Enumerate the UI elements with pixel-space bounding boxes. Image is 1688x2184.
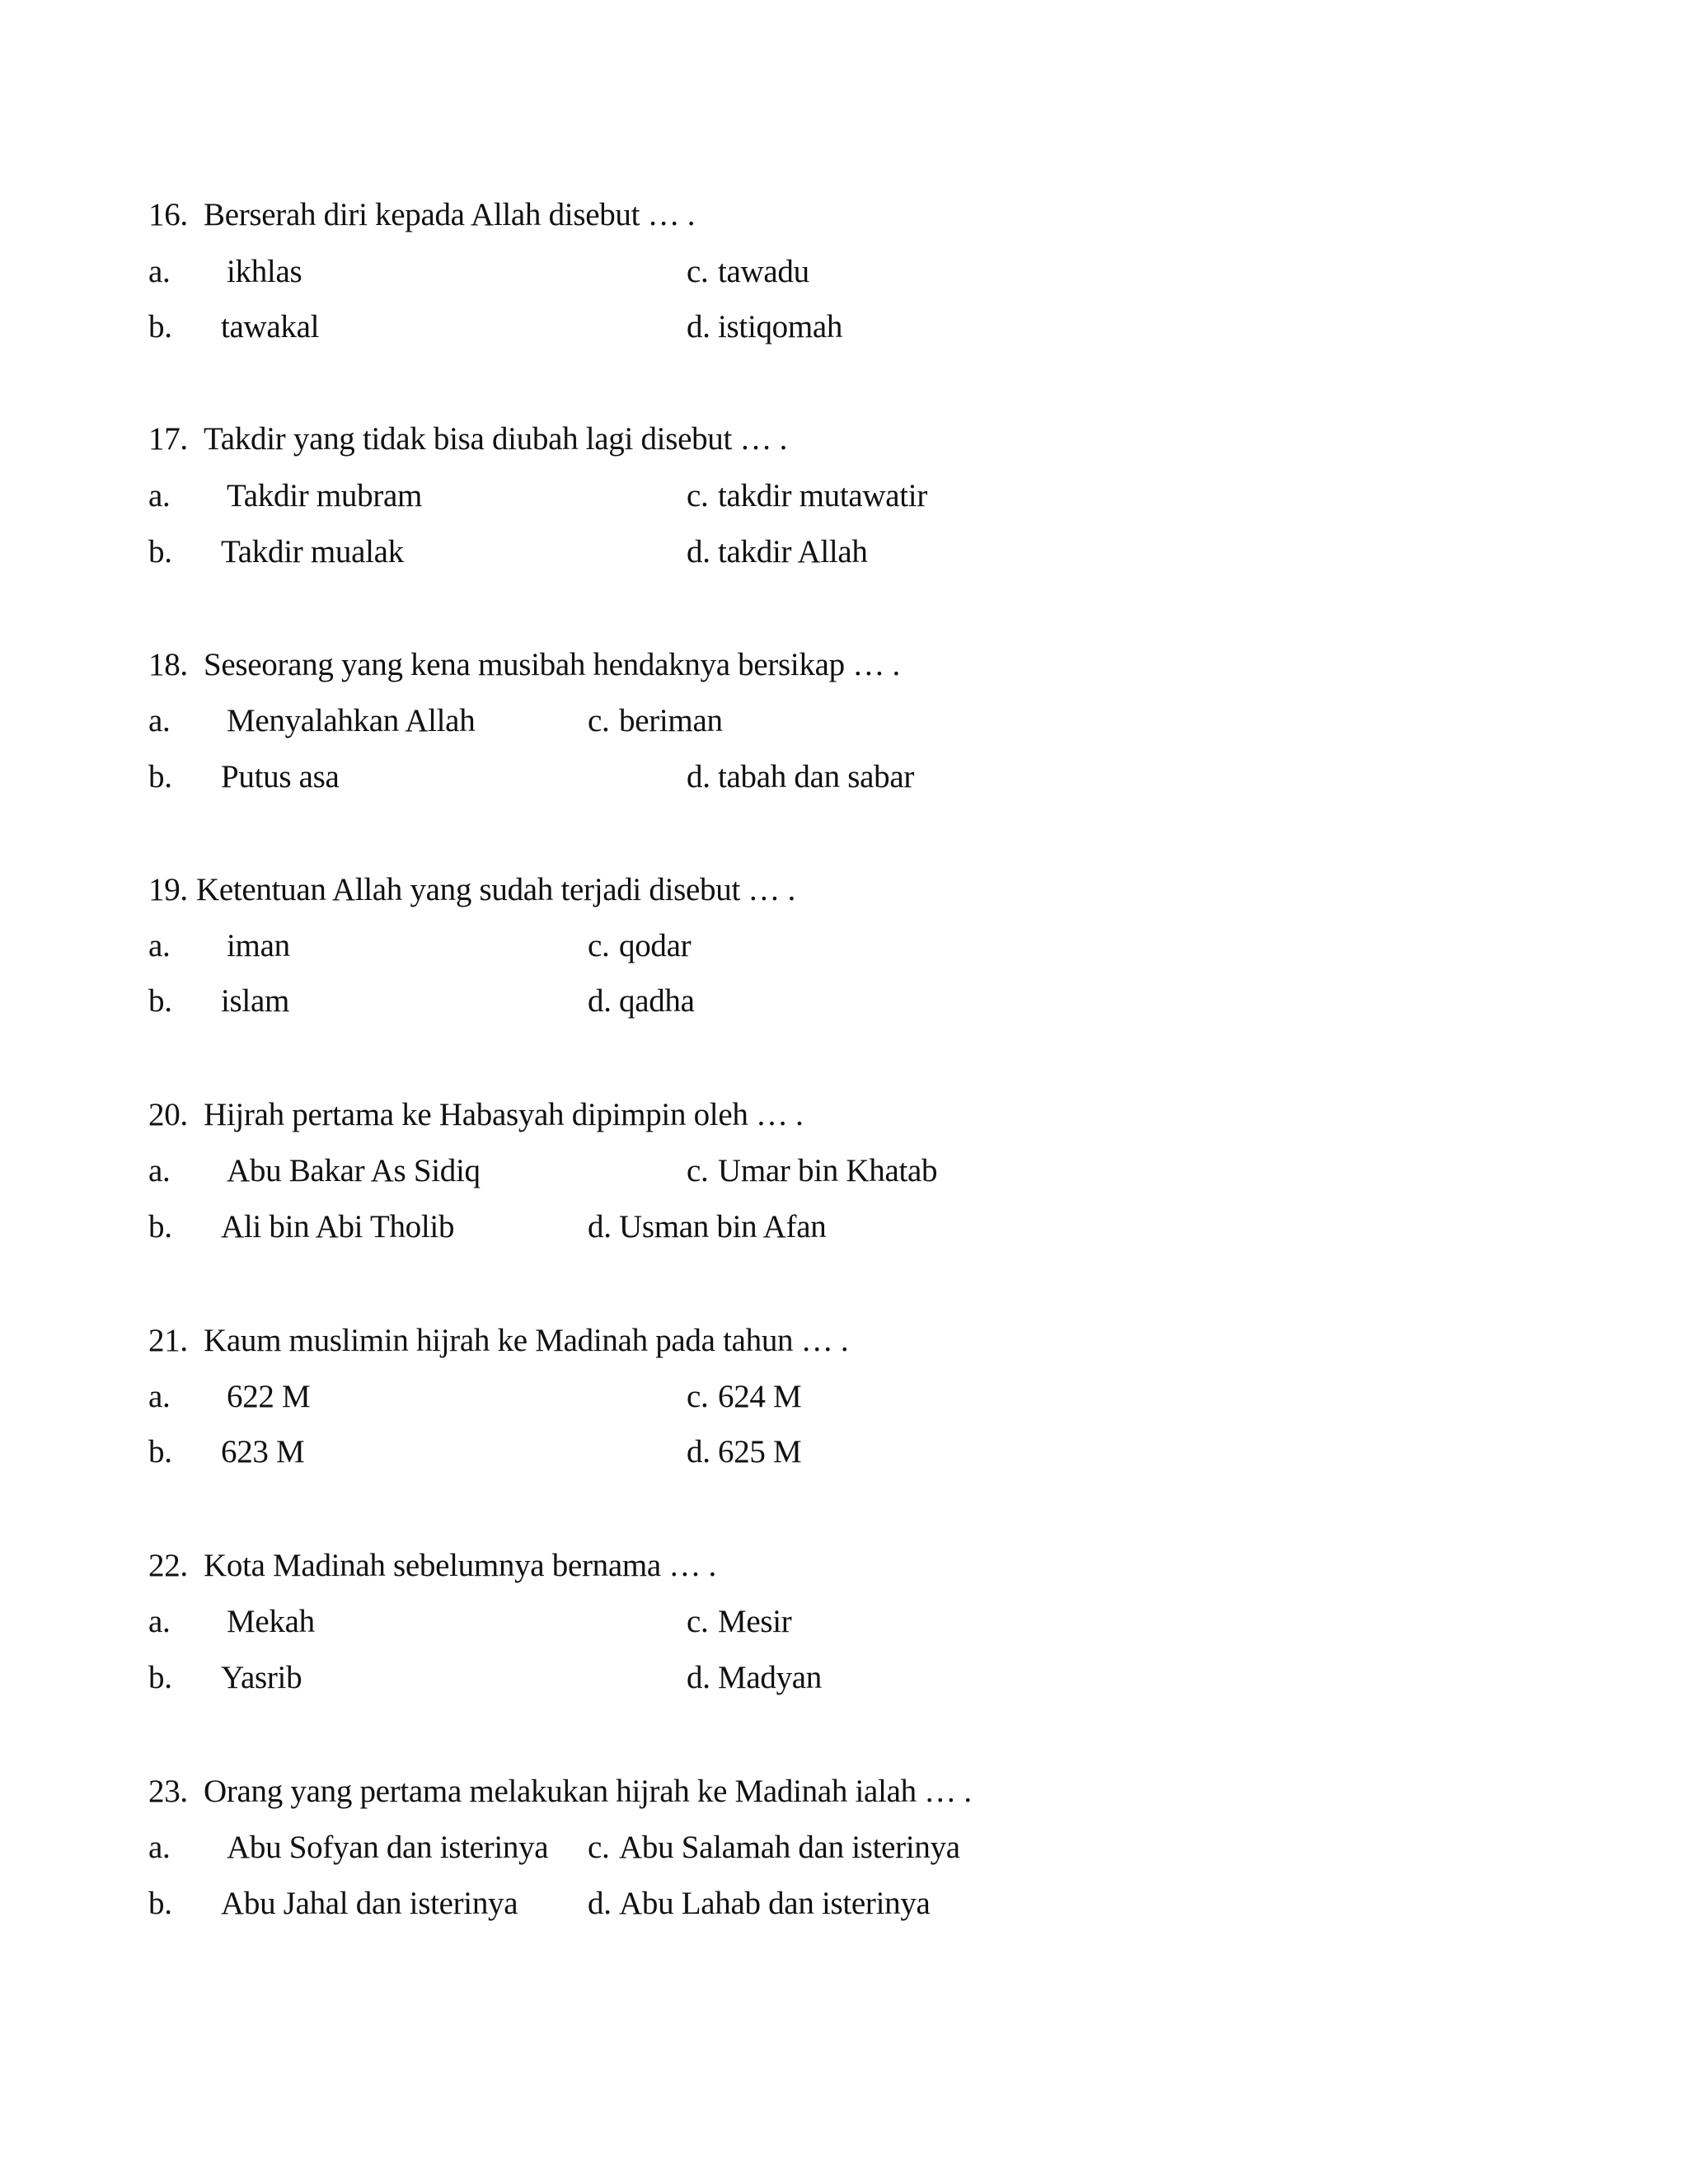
q18-option-a-letter: a. (148, 703, 171, 738)
q17-option-a-letter: a. (148, 478, 171, 513)
q23-option-c-letter: c. (588, 1830, 610, 1865)
q20-option-a-text: Abu Bakar As Sidiq (227, 1153, 481, 1188)
q21-option-a-text: 622 M (227, 1379, 311, 1414)
q18-option-d-text: tabah dan sabar (718, 759, 915, 794)
q23-option-a-text: Abu Sofyan dan isterinya (227, 1830, 549, 1865)
q21-option-b-letter: b. (148, 1434, 172, 1469)
question-18-number: 18. (148, 647, 188, 682)
q19-option-c-letter: c. (588, 928, 610, 963)
q16-option-b-text: tawakal (221, 309, 320, 344)
q20-option-b-text: Ali bin Abi Tholib (221, 1209, 455, 1244)
q19-option-d-letter: d. (588, 983, 612, 1019)
q21-option-b-text: 623 M (221, 1434, 305, 1469)
q17-option-d-letter: d. (687, 534, 710, 569)
q18-option-b-letter: b. (148, 759, 172, 794)
q18-option-d-letter: d. (687, 759, 710, 794)
question-22-number: 22. (148, 1548, 188, 1583)
q21-option-d-text: 625 M (718, 1434, 802, 1469)
q16-option-a-text: ikhlas (227, 254, 302, 289)
q19-option-a-letter: a. (148, 928, 171, 963)
q16-option-a-letter: a. (148, 254, 171, 289)
question-19-number: 19. (148, 872, 188, 907)
q17-option-c-letter: c. (687, 478, 709, 513)
question-20-number: 20. (148, 1097, 188, 1132)
q21-option-c-text: 624 M (718, 1379, 802, 1414)
question-21-text: Kaum muslimin hijrah ke Madinah pada tahun … . (204, 1323, 849, 1358)
question-22-text: Kota Madinah sebelumnya bernama … . (204, 1548, 716, 1583)
q22-option-d-letter: d. (687, 1660, 710, 1695)
q20-option-c-letter: c. (687, 1153, 709, 1188)
question-23-number: 23. (148, 1774, 188, 1809)
q19-option-d-text: qadha (619, 983, 695, 1019)
question-21-number: 21. (148, 1323, 188, 1358)
q20-option-a-letter: a. (148, 1153, 171, 1188)
q20-option-d-text: Usman bin Afan (619, 1209, 827, 1244)
q19-option-a-text: iman (227, 928, 290, 963)
q18-option-b-text: Putus asa (221, 759, 340, 794)
q23-option-d-letter: d. (588, 1886, 612, 1921)
q17-option-d-text: takdir Allah (718, 534, 868, 569)
q18-option-c-text: beriman (619, 703, 723, 738)
question-23-text: Orang yang pertama melakukan hijrah ke Madinah ialah … . (204, 1774, 972, 1809)
question-17-number: 17. (148, 421, 188, 457)
q18-option-c-letter: c. (588, 703, 610, 738)
q22-option-a-letter: a. (148, 1604, 171, 1639)
q23-option-b-letter: b. (148, 1886, 172, 1921)
question-16-number: 16. (148, 197, 188, 232)
q23-option-a-letter: a. (148, 1830, 171, 1865)
q16-option-c-letter: c. (687, 254, 709, 289)
q23-option-d-text: Abu Lahab dan isterinya (619, 1886, 931, 1921)
q23-option-b-text: Abu Jahal dan isterinya (221, 1886, 518, 1921)
question-17-text: Takdir yang tidak bisa diubah lagi disebut … . (204, 421, 788, 457)
q17-option-a-text: Takdir mubram (227, 478, 423, 513)
question-18-text: Seseorang yang kena musibah hendaknya bersikap … . (204, 647, 900, 682)
q19-option-b-text: islam (221, 983, 289, 1019)
q19-option-b-letter: b. (148, 983, 172, 1019)
question-16-text: Berserah diri kepada Allah disebut … . (204, 197, 696, 232)
q21-option-a-letter: a. (148, 1379, 171, 1414)
q17-option-b-letter: b. (148, 534, 172, 569)
q16-option-d-letter: d. (687, 309, 710, 344)
q22-option-b-letter: b. (148, 1660, 172, 1695)
q23-option-c-text: Abu Salamah dan isterinya (619, 1830, 960, 1865)
q16-option-c-text: tawadu (718, 254, 809, 289)
q20-option-b-letter: b. (148, 1209, 172, 1244)
q22-option-a-text: Mekah (227, 1604, 315, 1639)
q17-option-c-text: takdir mutawatir (718, 478, 928, 513)
q18-option-a-text: Menyalahkan Allah (227, 703, 476, 738)
q17-option-b-text: Takdir mualak (221, 534, 404, 569)
q22-option-c-text: Mesir (718, 1604, 792, 1639)
q20-option-c-text: Umar bin Khatab (718, 1153, 938, 1188)
q21-option-c-letter: c. (687, 1379, 709, 1414)
q21-option-d-letter: d. (687, 1434, 710, 1469)
q16-option-d-text: istiqomah (718, 309, 843, 344)
q20-option-d-letter: d. (588, 1209, 612, 1244)
q22-option-d-text: Madyan (718, 1660, 822, 1695)
q19-option-c-text: qodar (619, 928, 692, 963)
question-20-text: Hijrah pertama ke Habasyah dipimpin oleh … . (204, 1097, 804, 1132)
q16-option-b-letter: b. (148, 309, 172, 344)
question-19-text: Ketentuan Allah yang sudah terjadi disebut … . (196, 872, 796, 907)
q22-option-c-letter: c. (687, 1604, 709, 1639)
q22-option-b-text: Yasrib (221, 1660, 302, 1695)
